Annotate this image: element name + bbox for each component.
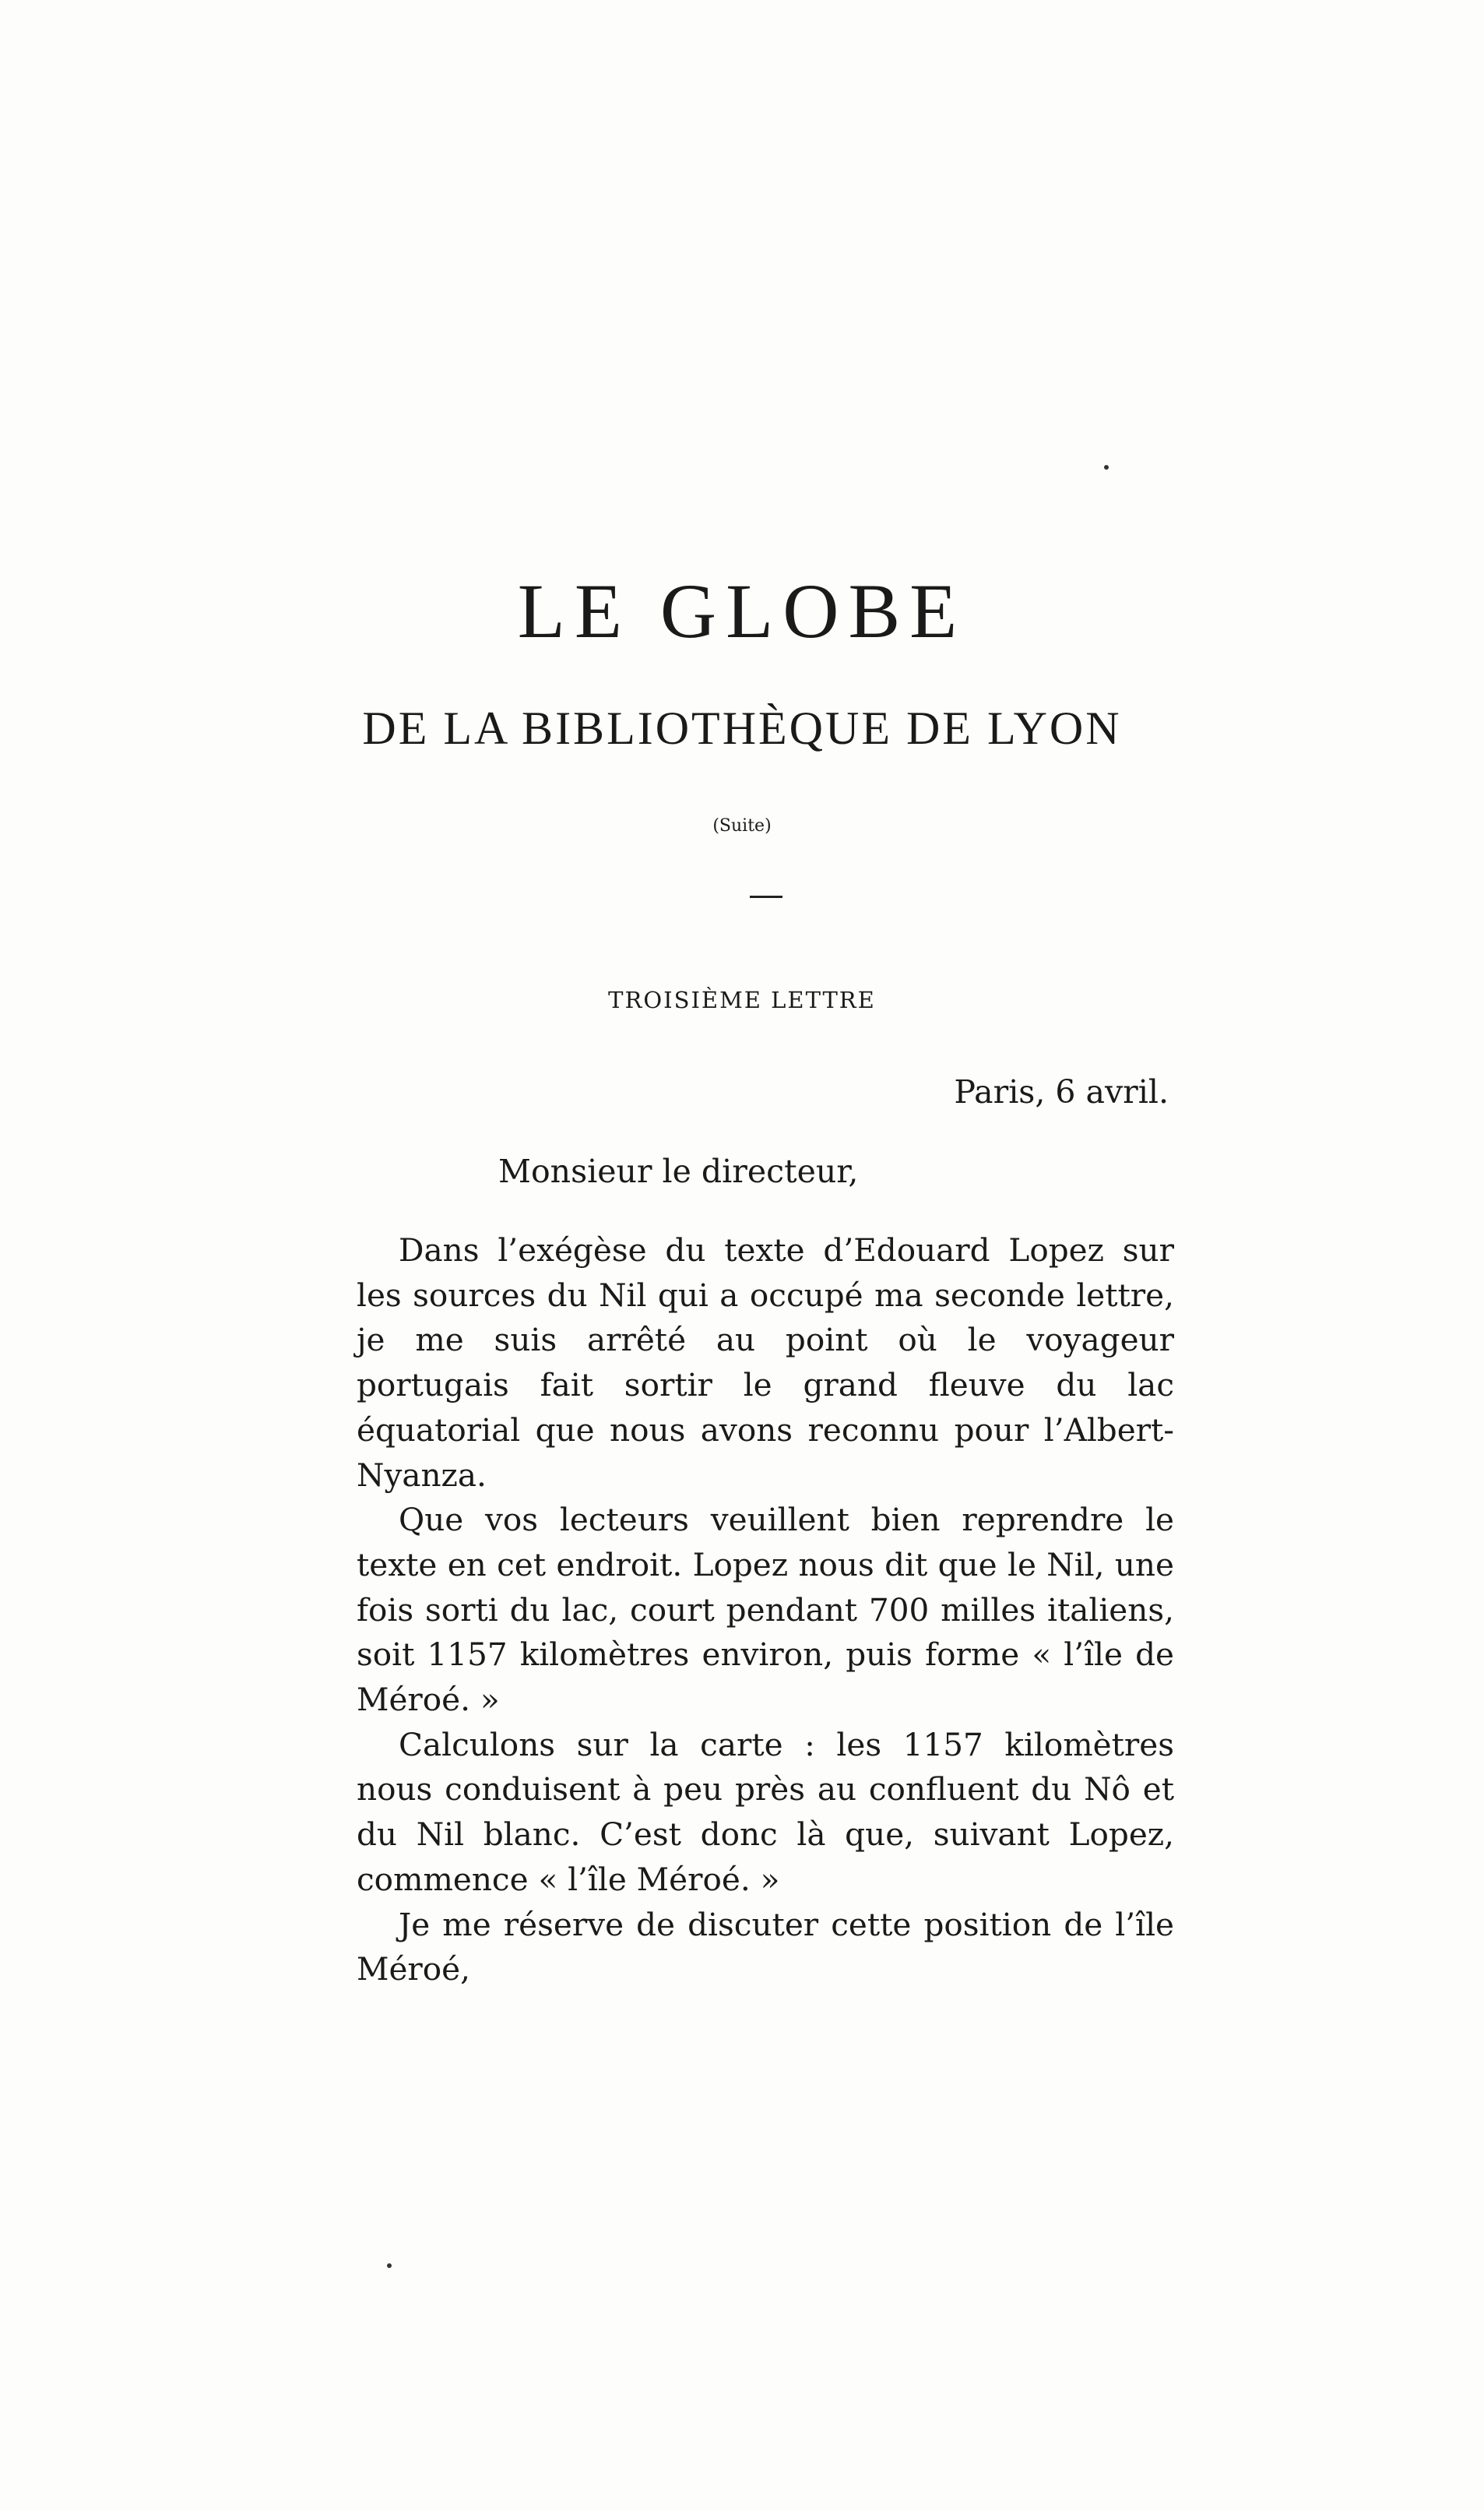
salutation: Monsieur le directeur, (498, 1153, 859, 1190)
page-title: LE GLOBE (517, 568, 967, 654)
paragraph: Calculons sur la carte : les 1157 kilomètres nous conduisent à peu près au confluent du Nô et du Nil blanc. C’est donc là que, suivant Lopez, commence « l’île Méroé. » (357, 1725, 1174, 1898)
page-subtitle: DE LA BIBLIOTHÈQUE DE LYON (362, 703, 1122, 754)
paragraph: Dans l’exégèse du texte d’Edouard Lopez sur les sources du Nil qui a occupé ma seconde lettre, je me suis arrêté au point où le voyageur portugais fait sortir le grand fleuve du lac équatorial que nous avons reconnu pour l’Albert-Nyanza. (357, 1231, 1174, 1494)
section-heading: TROISIÈME LETTRE (608, 987, 876, 1013)
separator-dash (750, 896, 782, 898)
ink-speck (1104, 465, 1109, 470)
paragraph: Que vos lecteurs veuillent bien reprendre le texte en cet endroit. Lopez nous dit que le Nil, une fois sorti du lac, court pendant 700 milles italiens, soit 1157 kilomètres environ, puis forme « l’île de Méroé. » (357, 1501, 1174, 1719)
ink-speck (387, 2263, 392, 2268)
paragraph: Je me réserve de discuter cette position de l’île Méroé, (357, 1905, 1174, 1988)
letter-body (357, 1228, 1174, 1992)
dateline: Paris, 6 avril. (954, 1073, 1169, 1111)
continuation-note: (Suite) (712, 816, 772, 836)
